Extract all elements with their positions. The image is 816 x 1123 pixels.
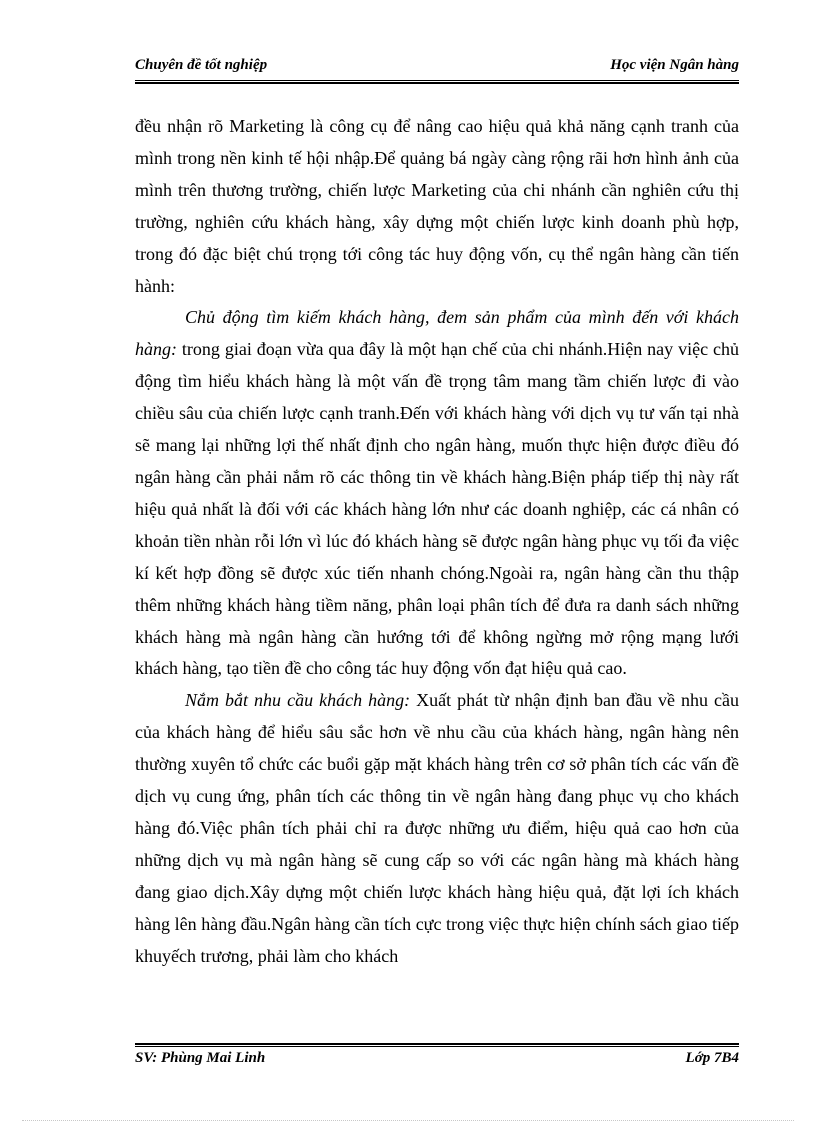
page-edge-line — [22, 1120, 794, 1121]
paragraph-lead-proactive-search: Chủ động tìm kiếm khách hàng, đem sản phẩm của mình đến với khách hàng: — [135, 307, 739, 360]
page-body — [135, 111, 739, 972]
header-document-type: Chuyên đề tốt nghiệp — [135, 57, 268, 73]
page-header — [135, 57, 739, 81]
paragraph-text-customer-needs: Xuất phát từ nhận định ban đầu về nhu cầu của khách hàng để hiểu sâu sắc hơn về nhu cầu của khách hàng, ngân hàng nên thường xuyên tổ chức các buổi gặp mặt khách hàng trên cơ sở phân tích các vấn đề dịch vụ cung ứng, phân tích các thông tin về ngân hàng đang phục vụ cho khách hàng đó.Việc phân tích phải chỉ ra được những ưu điểm, hiệu quả cao hơn của những dịch vụ mà ngân hàng sẽ cung cấp so với các ngân hàng mà khách hàng đang giao dịch.Xây dựng một chiến lược khách hàng hiệu quả, đặt lợi ích khách hàng lên hàng đầu.Ngân hàng cần tích cực trong việc thực hiện chính sách giao tiếp khuyếch trương, phải làm cho khách — [135, 690, 739, 966]
header-rule-thick — [135, 82, 739, 84]
footer-rule-thin — [135, 1046, 739, 1047]
header-rule-thin — [135, 80, 739, 81]
paragraph-lead-customer-needs: Nắm bắt nhu cầu khách hàng: — [185, 690, 411, 711]
paragraph-proactive-search — [135, 302, 739, 685]
page-footer — [135, 1050, 739, 1072]
header-institution: Học viện Ngân hàng — [610, 57, 739, 73]
paragraph-customer-needs — [135, 685, 739, 972]
paragraph-text-proactive-search: trong giai đoạn vừa qua đây là một hạn chế của chi nhánh.Hiện nay việc chủ động tìm hiểu khách hàng là một vấn đề trọng tâm mang tầm chiến lược đi vào chiều sâu của chiến lược cạnh tranh.Đến với khách hàng với dịch vụ tư vấn tại nhà sẽ mang lại những lợi thế nhất định cho ngân hàng, muốn thực hiện được điều đó ngân hàng cần phải nắm rõ các thông tin về khách hàng.Biện pháp tiếp thị này rất hiệu quả nhất là đối với các khách hàng lớn như các doanh nghiệp, các cá nhân có khoản tiền nhàn rỗi lớn vì lúc đó khách hàng sẽ được ngân hàng phục vụ tối đa việc kí kết hợp đồng sẽ được xúc tiến nhanh chóng.Ngoài ra, ngân hàng cần thu thập thêm những khách hàng tiềm năng, phân loại phân tích để đưa ra danh sách những khách hàng mà ngân hàng cần hướng tới để không ngừng mở rộng mạng lưới khách hàng, tạo tiền đề cho công tác huy động vốn đạt hiệu quả cao. — [135, 339, 739, 679]
footer-rule-thick — [135, 1043, 739, 1045]
intro-paragraph: đều nhận rõ Marketing là công cụ để nâng cao hiệu quả khả năng cạnh tranh của mình trong nền kinh tế hội nhập.Để quảng bá ngày càng rộng rãi hơn hình ảnh của mình trên thương trường, chiến lược Marketing của chi nhánh cần nghiên cứu thị trường, nghiên cứu khách hàng, xây dựng một chiến lược kinh doanh phù hợp, trong đó đặc biệt chú trọng tới công tác huy động vốn, cụ thể ngân hàng cần tiến hành: — [135, 116, 739, 296]
footer-class: Lớp 7B4 — [685, 1050, 739, 1066]
footer-student-name: SV: Phùng Mai Linh — [135, 1050, 266, 1066]
